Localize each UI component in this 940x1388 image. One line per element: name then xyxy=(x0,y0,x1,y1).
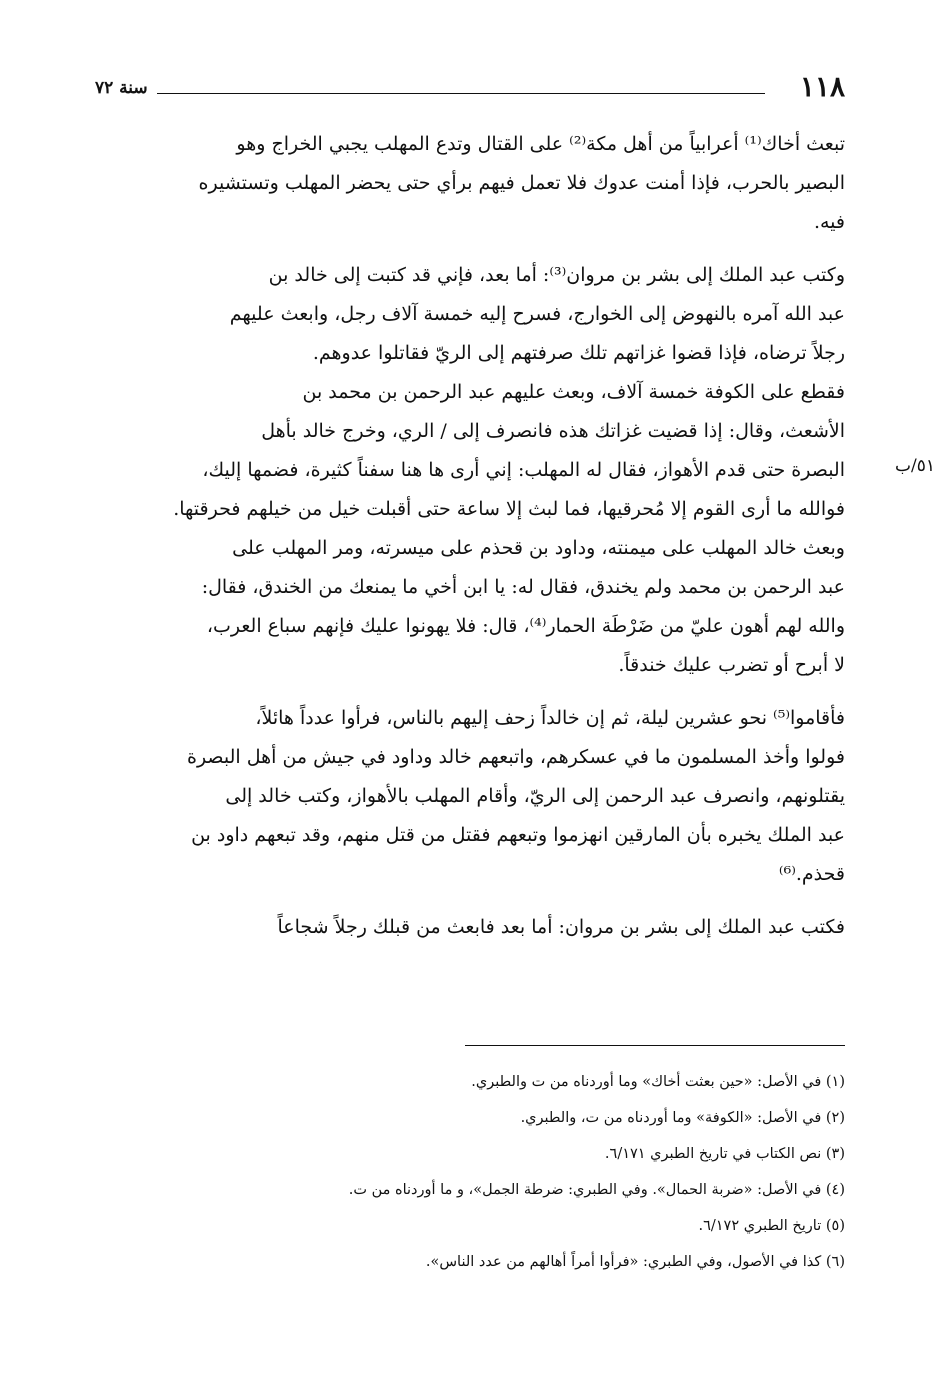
text-line: الأشعث، وقال: إذا قضيت غزاتك هذه فانصرف إلى / الري، وخرج خالد بأهل xyxy=(261,420,845,442)
paragraph-3 xyxy=(95,373,845,685)
footnote-6: (٦) كذا في الأصول، وفي الطبري: «فرأوا أمراً أهالهم من عدد الناس». xyxy=(425,1254,845,1270)
text-line: فوالله ما أرى القوم إلا مُحرقيها، فما لبث إلا ساعة حتى أقبلت خيل من خيلهم فحرقتها. xyxy=(173,498,845,520)
footnote-4: (٤) في الأصل: «ضربة الحمال». وفي الطبري: ضرطة الجمل»، و ما أوردناه من ت. xyxy=(348,1182,845,1198)
text-line: البصير بالحرب، فإذا أمنت عدوك فلا تعمل فيهم برأي حتى يحضر المهلب وتستشيره xyxy=(198,172,845,194)
manuscript-folio-marker: ٥١/ب xyxy=(895,456,935,476)
text-line: عبد الله آمره بالنهوض إلى الخوارج، فسرح إليه خمسة آلاف رجل، وابعث عليهم xyxy=(229,303,845,325)
footnote-1: (١) في الأصل: «حين بعثت أخاك» وما أوردناه من ت والطبري. xyxy=(471,1074,845,1090)
text-line: عبد الرحمن بن محمد ولم يخندق، فقال له: يا ابن أخي ما يمنعك من الخندق، فقال: xyxy=(201,576,845,598)
text-line: تبعث أخاك⁽¹⁾ أعرابياً من أهل مكة⁽²⁾ على القتال وتدع المهلب يجبي الخراج وهو xyxy=(236,133,845,155)
paragraph-5 xyxy=(95,908,845,947)
text-line: فيه. xyxy=(813,211,845,233)
page-number: ١١٨ xyxy=(799,70,845,103)
page-header xyxy=(95,70,845,106)
paragraph-1 xyxy=(95,125,845,242)
footnote-rule xyxy=(465,1045,845,1046)
text-line: يقتلونهم، وانصرف عبد الرحمن إلى الريّ، وأقام المهلب بالأهواز، وكتب خالد إلى xyxy=(225,785,845,807)
footnote-2: (٢) في الأصل: «الكوفة» وما أوردناه من ت، والطبري. xyxy=(520,1110,845,1126)
text-line: فأقاموا⁽⁵⁾ نحو عشرين ليلة، ثم إن خالداً زحف إليهم بالناس، فرأوا عدداً هائلاً، xyxy=(255,707,845,729)
paragraph-2 xyxy=(95,256,845,373)
text-line: وبعث خالد المهلب على ميمنته، وداود بن قحذم على ميسرته، ومر المهلب على xyxy=(232,537,845,559)
header-rule xyxy=(157,93,765,94)
text-line: والله لهم أهون عليّ من ضَرْطَة الحمار⁽⁴⁾، قال: فلا يهونوا عليك فإنهم سباع العرب، xyxy=(206,615,845,637)
footnotes xyxy=(95,1064,845,1280)
text-line: لا أبرح أو تضرب عليك خندقاً. xyxy=(618,654,845,676)
footnote-3: (٣) نص الكتاب في تاريخ الطبري ٦/١٧١. xyxy=(604,1146,845,1162)
text-line: وكتب عبد الملك إلى بشر بن مروان⁽³⁾: أما بعد، فإني قد كتبت إلى خالد بن xyxy=(268,264,845,286)
paragraph-4 xyxy=(95,699,845,894)
text-line: رجلاً ترضاه، فإذا قضوا غزاتهم تلك صرفتهم إلى الريّ فقاتلوا عدوهم. xyxy=(312,342,845,364)
footnote-5: (٥) تاريخ الطبري ٦/١٧٢. xyxy=(698,1218,845,1234)
text-line: فولوا وأخذ المسلمون ما في عسكرهم، واتبعهم خالد وداود في جيش من أهل البصرة xyxy=(186,746,845,768)
text-line: قحذم.⁽⁶⁾ xyxy=(778,863,845,885)
main-text xyxy=(95,125,845,947)
running-head-year: سنة ٧٢ xyxy=(95,78,148,98)
text-line: فقطع على الكوفة خمسة آلاف، وبعث عليهم عبد الرحمن بن محمد بن xyxy=(302,381,845,403)
text-line: البصرة حتى قدم الأهواز، فقال له المهلب: إني أرى ها هنا سفناً كثيرة، فضمها إليك، xyxy=(202,459,845,481)
text-line: عبد الملك يخبره بأن المارقين انهزموا وتبعهم فقتل من قتل منهم، وقد تبعهم داود بن xyxy=(191,824,845,846)
text-line: فكتب عبد الملك إلى بشر بن مروان: أما بعد فابعث من قبلك رجلاً شجاعاً xyxy=(277,916,845,938)
